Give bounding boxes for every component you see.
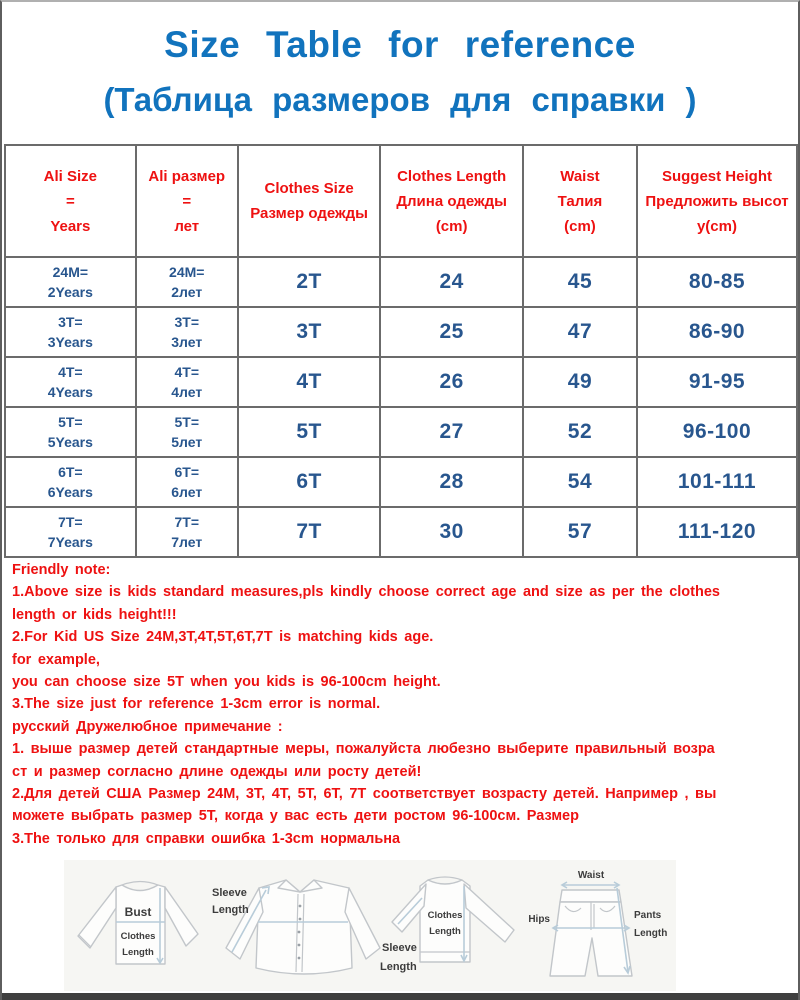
note-line-russian: можете выбрать размер 5T, когда у вас есть дети ростом 96-100см. Размер — [12, 808, 579, 825]
notes-section — [12, 559, 794, 850]
title-block — [2, 2, 798, 144]
bottom-border-bar — [2, 993, 798, 1000]
header-line: лет — [174, 217, 200, 235]
height-cell: 91-95 — [637, 357, 797, 407]
clothes-length-cell: 30 — [380, 507, 523, 557]
clothes-length-label: Length — [122, 947, 154, 958]
pants-length-label: Length — [634, 928, 668, 939]
waist-cell: 54 — [523, 457, 637, 507]
cell-line: 6T= — [174, 464, 199, 480]
header-line: Ali Size — [43, 167, 98, 185]
clothes-size-cell: 4T — [238, 357, 381, 407]
header-line: Clothes Size — [264, 180, 354, 197]
header-line: Талия — [557, 192, 603, 210]
ali-size-cell — [5, 257, 136, 307]
waist-label: Waist — [577, 870, 605, 881]
table-row — [5, 457, 797, 507]
shirt-diagram — [212, 880, 380, 974]
table-row — [5, 507, 797, 557]
header-line: Ali размер — [148, 167, 226, 185]
clothes-length-cell: 28 — [380, 457, 523, 507]
clothes-length-label: Clothes — [427, 910, 463, 921]
cell-line: 5лет — [171, 434, 203, 450]
cell-line: 4T= — [174, 364, 199, 380]
cell-line: 7лет — [171, 534, 203, 550]
waist-cell: 57 — [523, 507, 637, 557]
clothes-size-cell: 7T — [238, 507, 381, 557]
hips-label: Hips — [528, 914, 550, 925]
note-line: 3.The size just for reference 1-3cm error is normal. — [12, 696, 381, 713]
header-line: (cm) — [435, 217, 468, 235]
cell-line: 3лет — [171, 334, 203, 350]
note-line-russian: ст и размер согласно длине одежды или росту детей! — [12, 763, 422, 780]
cell-line: 6лет — [171, 484, 203, 500]
header-line: = — [65, 192, 75, 210]
size-table — [4, 144, 798, 558]
height-cell: 80-85 — [637, 257, 797, 307]
note-line-russian: 2.Для детей США Размер 24M, 3T, 4T, 5T, 6T, 7T соответствует возрасту детей. Например , вы — [12, 786, 717, 803]
header-line: Clothes Length — [397, 167, 507, 185]
col-header-ali-size — [5, 145, 136, 257]
cell-line: 7T= — [174, 514, 199, 530]
waist-cell: 52 — [523, 407, 637, 457]
cell-line: 24M= — [52, 264, 89, 280]
col-header-clothes-size — [238, 145, 381, 257]
cell-line: 6T= — [58, 464, 83, 480]
pants-length-label: Pants — [634, 910, 662, 921]
col-header-waist — [523, 145, 637, 257]
page-title: Size Table for reference — [164, 24, 636, 65]
header-line: Years — [50, 217, 91, 235]
clothes-size-cell: 5T — [238, 407, 381, 457]
note-line-russian: русский Дружелюбное примечание : — [12, 718, 283, 735]
table-row — [5, 257, 797, 307]
header-line: Waist — [560, 167, 600, 185]
cell-line: 2лет — [171, 284, 203, 300]
table-row — [5, 357, 797, 407]
ali-size-cell — [5, 357, 136, 407]
waist-cell: 45 — [523, 257, 637, 307]
clothes-size-cell: 3T — [238, 307, 381, 357]
sleeve-length-label: Length — [212, 904, 249, 916]
sleeve-length-label: Sleeve — [212, 887, 247, 899]
clothes-size-cell: 2T — [238, 257, 381, 307]
cell-line: 4Years — [47, 384, 93, 400]
cell-line: 5T= — [174, 414, 199, 430]
clothes-length-cell: 26 — [380, 357, 523, 407]
ali-razmer-cell — [136, 507, 238, 557]
cell-line: 24M= — [169, 264, 205, 280]
ali-razmer-cell — [136, 357, 238, 407]
note-line: length or kids height!!! — [12, 606, 177, 623]
header-line: = — [182, 192, 192, 210]
cell-line: 5T= — [58, 414, 83, 430]
header-line: Размер одежды — [250, 205, 368, 222]
ali-razmer-cell — [136, 457, 238, 507]
note-line-russian: 3.The только для справки ошибка 1-3cm нормальна — [12, 830, 401, 847]
cell-line: 4T= — [58, 364, 83, 380]
garment-diagrams-svg — [64, 860, 676, 991]
ali-size-cell — [5, 407, 136, 457]
note-line-russian: 1. выше размер детей стандартные меры, пожалуйста любезно выберите правильный возра — [12, 741, 715, 758]
note-line: you can choose size 5T when you kids is 96-100cm height. — [12, 674, 441, 691]
header-line: у(cm) — [696, 217, 737, 235]
clothes-length-label: Length — [429, 926, 461, 937]
header-line: (cm) — [564, 217, 596, 235]
header-line: Длина одежды — [396, 192, 507, 210]
cell-line: 7T= — [58, 514, 83, 530]
ali-razmer-cell — [136, 407, 238, 457]
page-title-russian: (Таблица размеров для справки ) — [103, 81, 697, 118]
cell-line: 3Years — [47, 334, 93, 350]
raglan-shirt-diagram — [380, 877, 514, 973]
col-header-clothes-length — [380, 145, 523, 257]
cell-line: 2Years — [47, 284, 93, 300]
bust-label: Bust — [124, 905, 152, 919]
note-line: 1.Above size is kids standard measures,pls kindly choose correct age and size as per the clothes — [12, 584, 720, 601]
clothes-size-cell: 6T — [238, 457, 381, 507]
sleeve-length-label: Length — [380, 961, 417, 973]
sleeve-length-label: Sleeve — [382, 942, 417, 954]
measurement-diagrams — [64, 860, 676, 991]
height-cell: 111-120 — [637, 507, 797, 557]
note-line: 2.For Kid US Size 24M,3T,4T,5T,6T,7T is matching kids age. — [12, 629, 434, 646]
ali-size-cell — [5, 507, 136, 557]
col-header-suggest-height — [637, 145, 797, 257]
ali-size-cell — [5, 457, 136, 507]
cell-line: 5Years — [47, 434, 93, 450]
clothes-length-cell: 27 — [380, 407, 523, 457]
cell-line: 3T= — [58, 314, 83, 330]
ali-razmer-cell — [136, 257, 238, 307]
waist-cell: 47 — [523, 307, 637, 357]
cell-line: 3T= — [174, 314, 199, 330]
height-cell: 86-90 — [637, 307, 797, 357]
header-line: Предложить высот — [645, 192, 789, 210]
note-line: for example, — [12, 651, 100, 668]
ali-razmer-cell — [136, 307, 238, 357]
header-line: Suggest Height — [661, 167, 772, 185]
header-row — [5, 145, 797, 257]
cell-line: 4лет — [171, 384, 203, 400]
table-row — [5, 307, 797, 357]
shorts-diagram — [528, 870, 667, 976]
note-line: Friendly note: — [12, 562, 111, 578]
height-cell: 96-100 — [637, 407, 797, 457]
height-cell: 101-111 — [637, 457, 797, 507]
clothes-length-cell: 25 — [380, 307, 523, 357]
cell-line: 7Years — [47, 534, 93, 550]
clothes-length-label: Clothes — [120, 931, 156, 942]
waist-cell: 49 — [523, 357, 637, 407]
cell-line: 6Years — [47, 484, 93, 500]
table-row — [5, 407, 797, 457]
col-header-ali-razmer — [136, 145, 238, 257]
sweater-diagram — [78, 882, 198, 965]
ali-size-cell — [5, 307, 136, 357]
clothes-length-cell: 24 — [380, 257, 523, 307]
